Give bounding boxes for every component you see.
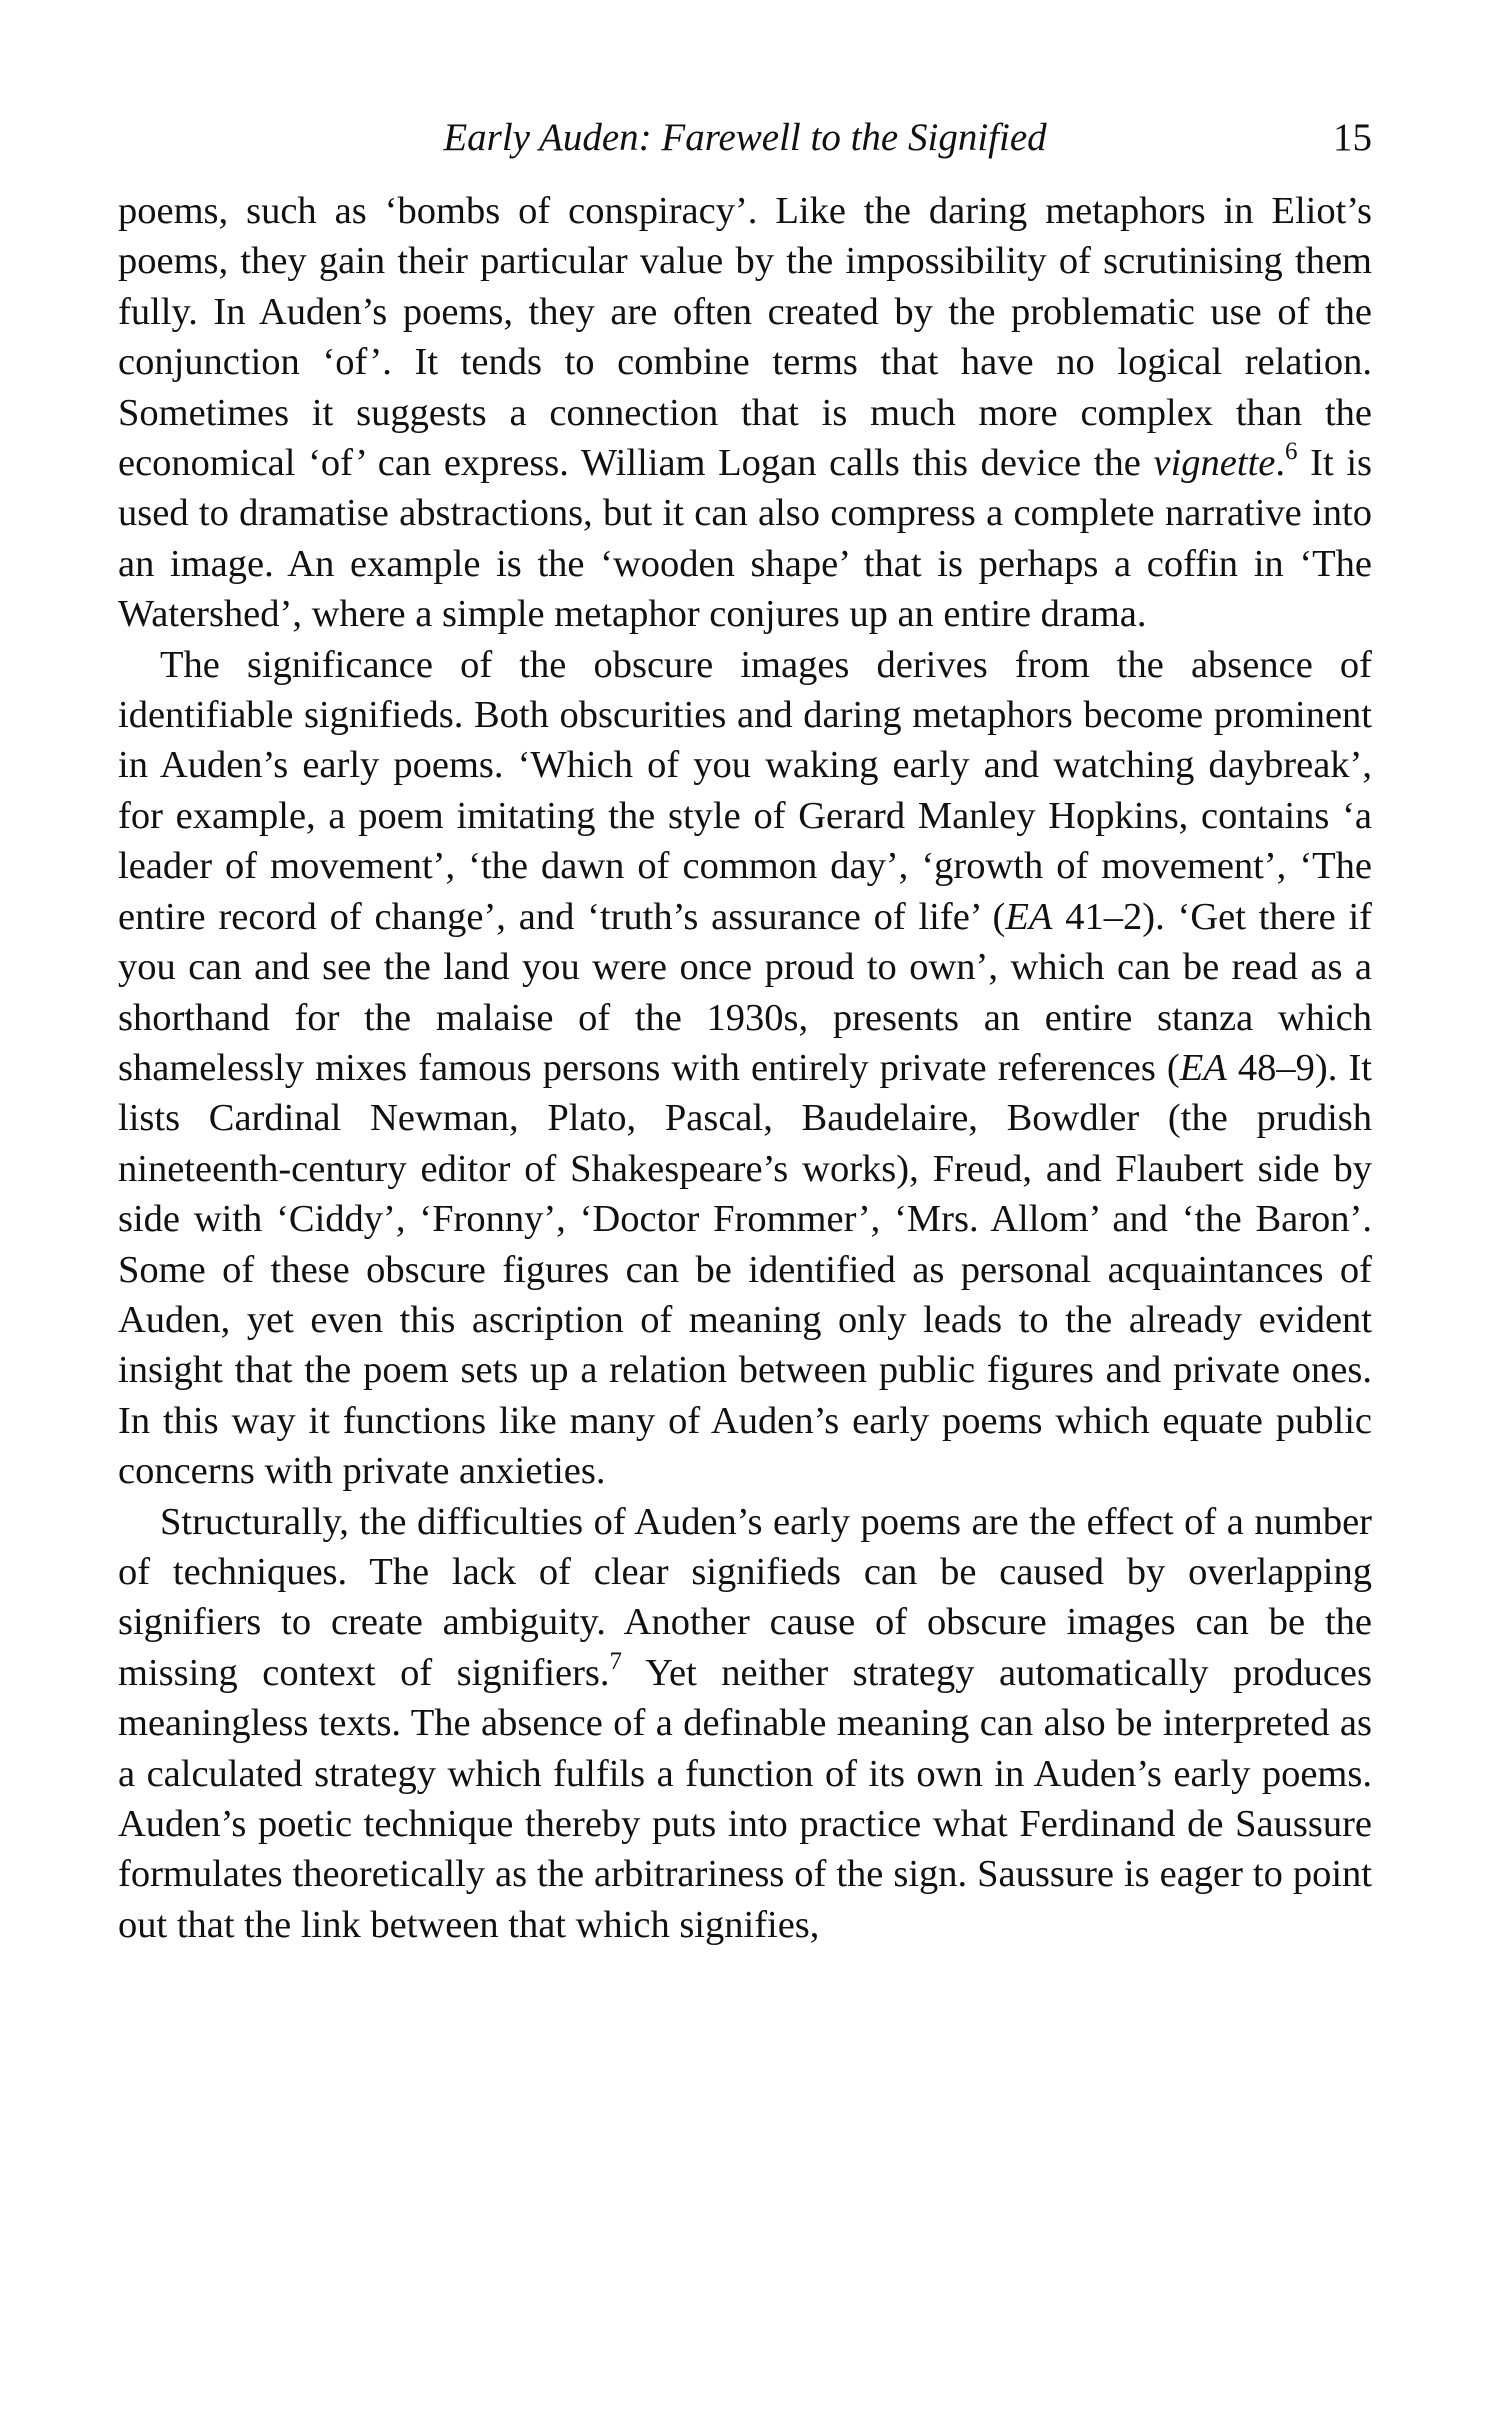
paragraph-2-text-c: 48–9). It lists Cardinal Newman, Plato, Pascal, Baudelaire, Bowdler (the prudish nineteenth-century editor of Shakespeare’s works), Freud, and Flaubert side by side with ‘Ciddy’, ‘Fronny’, ‘Doctor Frommer’, ‘Mrs. Allom’ and ‘the Baron’. Some of these obscure figures can be identified as personal acquaintances of Auden, yet even this ascription of meaning only leads to the already evident insight that the poem sets up a relation between public figures and private ones. In this way it functions like many of Auden’s early poems which equate public concerns with private anxieties. bbox=[118, 1046, 1373, 1493]
page-number: 15 bbox=[1333, 116, 1372, 159]
paragraph-1-period: . bbox=[1275, 442, 1285, 485]
body-text bbox=[118, 186, 1372, 1950]
paragraph-2-italic-ea-2: EA bbox=[1179, 1046, 1227, 1089]
paragraph-1 bbox=[118, 186, 1372, 640]
paragraph-2-text-b: 41–2). ‘Get there if you can and see the land you were once proud to own’, which can be read as a shorthand for the malaise of the 1930s, presents an entire stanza which shamelessly mixes famous persons with entirely private references ( bbox=[118, 895, 1372, 1089]
paragraph-3 bbox=[118, 1497, 1372, 1951]
paragraph-1-text-b: It is used to dramatise abstractions, but it can also compress a complete narrative into an image. An example is the ‘wooden shape’ that is perhaps a coffin in ‘The Watershed’, where a simple metaphor conjures up an entire drama. bbox=[118, 442, 1373, 636]
footnote-reference-6: 6 bbox=[1284, 438, 1298, 466]
paragraph-1-text-a: poems, such as ‘bombs of conspiracy’. Like the daring metaphors in Eliot’s poems, they gain their particular value by the impossibility of scrutinising them fully. In Auden’s poems, they are often created by the problematic use of the conjunction ‘of’. It tends to combine terms that have no logical relation. Sometimes it suggests a connection that is much more complex than the economical ‘of’ can express. William Logan calls this device the bbox=[118, 190, 1372, 485]
paragraph-3-text-b: Yet neither strategy automatically produces meaningless texts. The absence of a definable meaning can also be interpreted as a calculated strategy which fulfils a function of its own in Auden’s early poems. Auden’s poetic technique thereby puts into practice what Ferdinand de Saussure formulates theoretically as the arbitrariness of the sign. Saussure is eager to point out that the link between that which signifies, bbox=[118, 1651, 1372, 1946]
running-head bbox=[118, 108, 1372, 168]
paragraph-3-text-a: Structurally, the difficulties of Auden’s early poems are the effect of a number of techniques. The lack of clear signifieds can be caused by overlapping signifiers to create ambiguity. Another cause of obscure images can be the missing context of signifiers. bbox=[118, 1500, 1372, 1694]
running-title: Early Auden: Farewell to the Signified bbox=[443, 116, 1047, 159]
book-page bbox=[118, 108, 1372, 1950]
paragraph-2-italic-ea-1: EA bbox=[1005, 895, 1053, 938]
footnote-reference-7: 7 bbox=[609, 1647, 623, 1675]
paragraph-1-italic-term: vignette bbox=[1153, 442, 1276, 485]
paragraph-2-text-a: The significance of the obscure images derives from the absence of identifiable signifieds. Both obscurities and daring metaphors become prominent in Auden’s early poems. ‘Which of you waking early and watching daybreak’, for example, a poem imitating the style of Gerard Manley Hopkins, contains ‘a leader of movement’, ‘the dawn of common day’, ‘growth of movement’, ‘The entire record of change’, and ‘truth’s assurance of life’ ( bbox=[118, 643, 1372, 938]
paragraph-2 bbox=[118, 640, 1372, 1497]
